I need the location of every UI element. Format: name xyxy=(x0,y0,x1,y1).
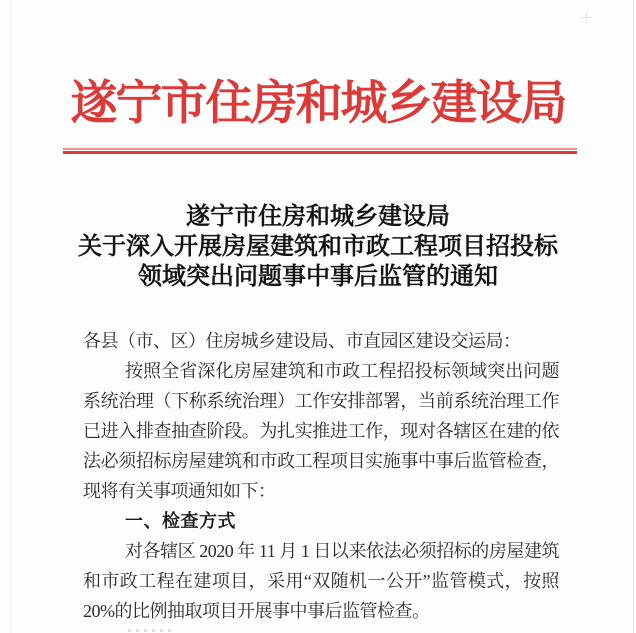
salutation-line: 各县（市、区）住房城乡建设局、市直园区建设交运局： xyxy=(83,331,521,351)
document-title xyxy=(0,202,636,292)
document-title-line-3: 领域突出问题事中事后监管的通知 xyxy=(138,264,498,290)
letterhead-divider-rule xyxy=(63,148,577,154)
section-1-heading: 一、检查方式 xyxy=(125,511,236,531)
document-body xyxy=(83,326,559,626)
letterhead-org-name: 遂宁市住房和城乡建设局 xyxy=(70,78,566,130)
paragraph-1: 按照全省深化房屋建筑和市政工程招投标领域突出问题系统治理（下称系统治理）工作安排部署，当前系统治理工作已进入排查抽查阶段。为扎实推进工作，现对各辖区在建的依法必须招标房屋建筑和市政工程项目实施事中事后监管检查，现将有关事项通知如下： xyxy=(83,361,559,501)
document-title-line-1: 遂宁市住房和城乡建设局 xyxy=(186,204,450,230)
clipped-next-heading-top-edge xyxy=(128,629,176,632)
scan-artifact-speck xyxy=(581,12,591,22)
section-1-paragraph: 对各辖区 2020 年 11 月 1 日以来依法必须招标的房屋建筑和市政工程在建项目，采用“双随机一公开”监管模式，按照 20%的比例抽取项目开展事中事后监管检查。 xyxy=(83,541,559,621)
document-title-line-2: 关于深入开展房屋建筑和市政工程项目招投标 xyxy=(78,234,558,260)
